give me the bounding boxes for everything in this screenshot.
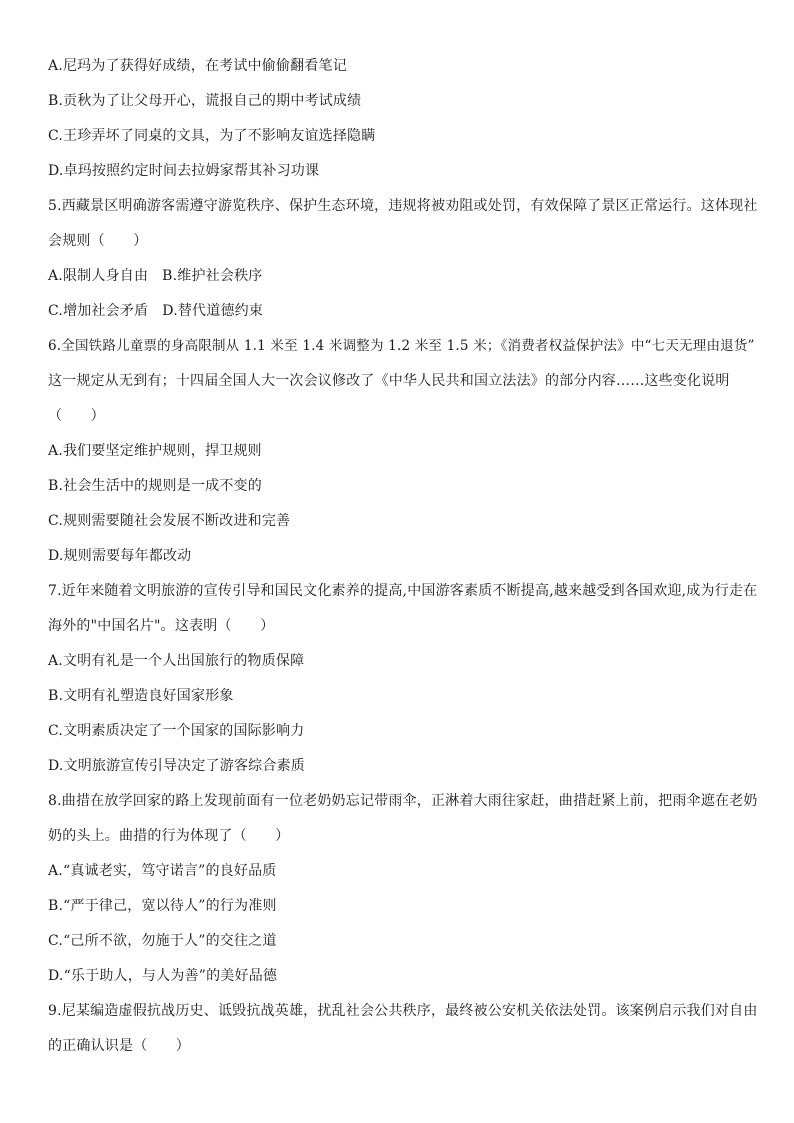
q6-option-a: A.我们要坚定维护规则，捍卫规则 [48, 443, 262, 459]
q8-option-a: A.“真诚老实，笃守诺言”的良好品质 [48, 863, 277, 879]
q8-option-d: D.“乐于助人，与人为善”的美好品德 [48, 968, 278, 984]
q8-stem-line2: 奶的头上。曲措的行为体现了（ ） [48, 828, 290, 844]
q5-option-c: C.增加社会矛盾 [48, 303, 149, 319]
q7-stem-line2: 海外的"中国名片"。这表明（ ） [48, 618, 275, 634]
q8-stem-line1: 8.曲措在放学回家的路上发现前面有一位老奶奶忘记带雨伞，正淋着大雨往家赶，曲措赶紧上前，把雨伞遮在老奶 [48, 793, 758, 809]
q9-stem-line1: 9.尼某编造虚假抗战历史、诋毁抗战英雄，扰乱社会公共秩序，最终被公安机关依法处罚。该案例启示我们对自由 [48, 1003, 758, 1019]
q4-option-a: A.尼玛为了获得好成绩，在考试中偷偷翻看笔记 [48, 58, 347, 74]
q5-stem-line1: 5.西藏景区明确游客需遵守游览秩序、保护生态环境，违规将被劝阻或处罚，有效保障了景区正常运行。这体现社 [48, 198, 758, 214]
q5-option-a: A.限制人身自由 [48, 268, 149, 284]
q5-stem-line2: 会规则（ ） [48, 233, 148, 249]
q7-option-a: A.文明有礼是一个人出国旅行的物质保障 [48, 653, 305, 669]
q7-option-d: D.文明旅游宣传引导决定了游客综合素质 [48, 758, 305, 774]
q4-option-b: B.贡秋为了让父母开心，谎报自己的期中考试成绩 [48, 93, 362, 109]
q7-option-c: C.文明素质决定了一个国家的国际影响力 [48, 723, 305, 739]
q9-stem-line2: 的正确认识是（ ） [48, 1038, 190, 1054]
q5-option-d: D.替代道德约束 [162, 303, 264, 319]
q8-option-b: B.“严于律己，宽以待人”的行为准则 [48, 898, 277, 914]
q7-option-b: B.文明有礼塑造良好国家形象 [48, 688, 234, 704]
q5-option-b: B.维护社会秩序 [162, 268, 263, 284]
q5-options-row1 [48, 266, 263, 286]
q6-option-d: D.规则需要每年都改动 [48, 548, 192, 564]
q6-stem-line1: 6.全国铁路儿童票的身高限制从 1.1 米至 1.4 米调整为 1.2 米至 1.5 米；《消费者权益保护法》中“七天无理由退货” [48, 338, 755, 354]
q6-stem-line2: 这一规定从无到有；十四届全国人大一次会议修改了《中华人民共和国立法法》的部分内容……这些变化说明 [48, 373, 730, 389]
q6-stem-line3: （ ） [48, 408, 105, 424]
q6-option-b: B.社会生活中的规则是一成不变的 [48, 478, 262, 494]
q8-option-c: C.“己所不欲，勿施于人”的交往之道 [48, 933, 277, 949]
q4-option-d: D.卓玛按照约定时间去拉姆家帮其补习功课 [48, 163, 320, 179]
q4-option-c: C.王珍弄坏了同桌的文具，为了不影响友谊选择隐瞒 [48, 128, 376, 144]
q5-options-row2 [48, 301, 263, 321]
q7-stem-line1: 7.近年来随着文明旅游的宣传引导和国民文化素养的提高,中国游客素质不断提高,越来越受到各国欢迎,成为行走在 [48, 583, 758, 599]
q6-option-c: C.规则需要随社会发展不断改进和完善 [48, 513, 291, 529]
